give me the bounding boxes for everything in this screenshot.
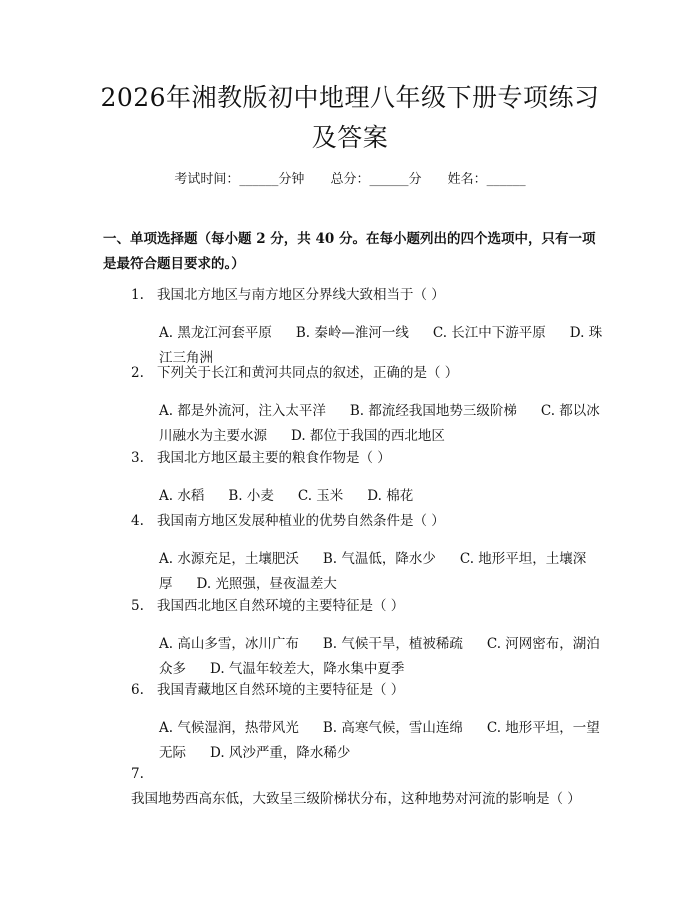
time-label: 考试时间：	[174, 172, 240, 187]
question-number: 5.	[131, 598, 144, 614]
question-2	[103, 361, 603, 449]
option-b: B. 秦岭—淮河一线	[295, 325, 409, 341]
question-number: 4.	[131, 513, 144, 529]
time-blank: ______	[239, 172, 279, 187]
option-b: B. 高寒气候，雪山连绵	[322, 720, 463, 736]
score-blank: ______	[369, 172, 409, 187]
question-stem: 我国地势西高东低，大致呈三级阶梯状分布，这种地势对河流的影响是（ ）	[131, 791, 581, 807]
option-a: A. 黑龙江河套平原	[159, 325, 272, 341]
question-stem: 我国北方地区最主要的粮食作物是（ ）	[157, 450, 391, 466]
question-1	[103, 283, 603, 371]
option-c: C. 玉米	[297, 488, 344, 504]
question-6	[103, 678, 603, 766]
option-c: C. 地形平坦，土壤深厚	[159, 551, 587, 592]
question-number: 3.	[131, 450, 144, 466]
question-number: 7.	[131, 766, 144, 782]
question-number: 2.	[131, 365, 144, 381]
question-stem: 我国北方地区与南方地区分界线大致相当于（ ）	[157, 287, 445, 303]
score-unit: 分	[408, 172, 422, 187]
option-d: D. 棉花	[367, 488, 414, 504]
option-a: A. 气候湿润，热带风光	[159, 720, 299, 736]
option-a: A. 都是外流河，注入太平洋	[159, 403, 326, 419]
name-label: 姓名：	[447, 172, 487, 187]
question-5	[103, 594, 603, 682]
option-c: C. 地形平坦，一望无际	[159, 720, 600, 761]
document-title: 2026年湘教版初中地理八年级下册专项练习及答案	[100, 83, 600, 152]
option-b: B. 小麦	[228, 488, 274, 504]
question-stem: 我国青藏地区自然环境的主要特征是（ ）	[157, 682, 405, 698]
question-stem: 我国西北地区自然环境的主要特征是（ ）	[157, 598, 405, 614]
question-number: 6.	[131, 682, 144, 698]
section-heading: 一、单项选择题（每小题 2 分，共 40 分。在每小题列出的四个选项中，只有一项是最符合题目要求的。）	[103, 231, 596, 272]
option-d: D. 珠江三角洲	[159, 325, 603, 366]
option-b: B. 气温低，降水少	[322, 551, 436, 567]
option-c: C. 都以冰川融水为主要水源	[159, 403, 600, 444]
option-d: D. 气温年较差大，降水集中夏季	[210, 661, 405, 677]
option-d: D. 都位于我国的西北地区	[291, 428, 445, 444]
option-d: D. 风沙严重，降水稀少	[210, 745, 351, 761]
score-label: 总分：	[330, 172, 370, 187]
name-blank: ______	[486, 172, 526, 187]
exam-info-line	[0, 168, 700, 187]
question-stem: 下列关于长江和黄河共同点的叙述，正确的是（ ）	[157, 365, 459, 381]
option-c: C. 河网密布，湖泊众多	[159, 636, 600, 677]
question-3	[103, 446, 603, 509]
option-c: C. 长江中下游平原	[432, 325, 546, 341]
option-d: D. 光照强，昼夜温差大	[196, 576, 337, 592]
option-a: A. 水稻	[159, 488, 205, 504]
option-a: A. 高山多雪，冰川广布	[159, 636, 299, 652]
question-7	[103, 762, 603, 812]
question-stem: 我国南方地区发展种植业的优势自然条件是（ ）	[157, 513, 445, 529]
option-a: A. 水源充足，土壤肥沃	[159, 551, 299, 567]
question-4	[103, 509, 603, 597]
time-unit: 分钟	[278, 172, 305, 187]
option-b: B. 气候干旱，植被稀疏	[322, 636, 463, 652]
option-b: B. 都流经我国地势三级阶梯	[349, 403, 517, 419]
question-number: 1.	[131, 287, 144, 303]
